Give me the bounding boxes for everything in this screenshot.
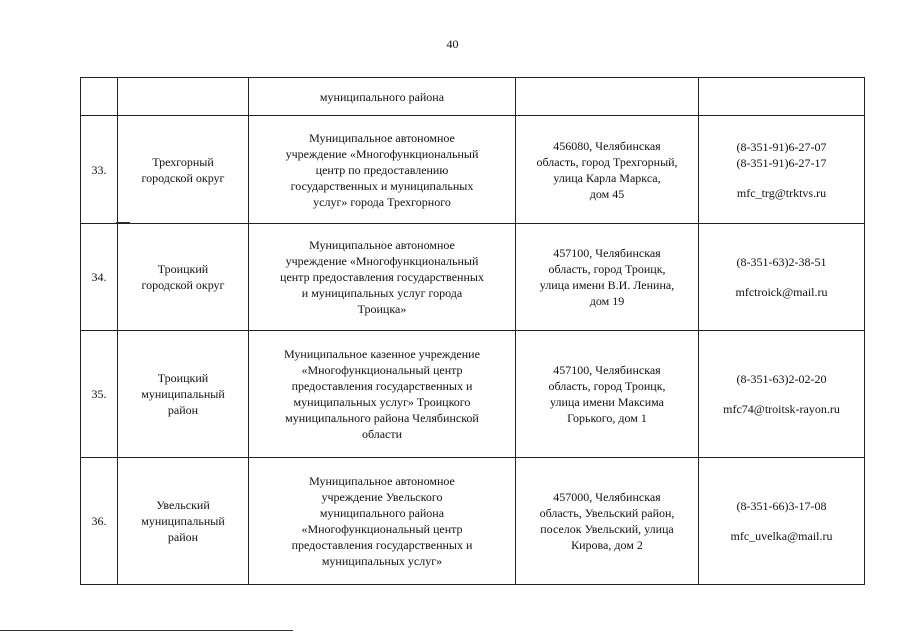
district-line: муниципальный	[141, 387, 225, 401]
district-line: городской округ	[141, 170, 225, 185]
footnote-rule	[0, 630, 293, 631]
institution-line: области	[361, 427, 403, 441]
row-number: 33.	[81, 116, 118, 224]
institution-line: центр предоставления государственных	[280, 270, 484, 284]
table-row	[81, 78, 865, 116]
phone-number: (8-351-91)6-27-07	[736, 139, 827, 154]
district-cell	[118, 224, 249, 331]
email-address: mfc74@troitsk-rayon.ru	[723, 402, 840, 416]
institution-line: муниципальных услуг»	[321, 554, 443, 568]
contacts-cell	[699, 116, 865, 224]
mfc-table	[80, 77, 865, 585]
district-line: район	[167, 530, 199, 544]
address-cell	[516, 78, 699, 116]
institution-line: «Многофункциональный центр	[301, 522, 463, 536]
district-line: район	[167, 403, 199, 417]
address-cell	[516, 331, 699, 458]
address-line: 457100, Челябинская	[553, 363, 661, 377]
table-row	[81, 116, 865, 224]
institution-line: учреждение Увельского	[321, 490, 443, 504]
address-line: 457000, Челябинская	[553, 490, 661, 504]
row-number: 36.	[81, 458, 118, 585]
address-line: улица имени Максима	[550, 395, 664, 409]
institution-line: предоставления государственных и	[291, 379, 473, 393]
institution-line: «Многофункциональный центр	[301, 363, 463, 377]
district-cell	[118, 116, 249, 224]
table-row	[81, 224, 865, 331]
email-address: mfc_uvelka@mail.ru	[730, 529, 833, 543]
address-line: область, город Троицк,	[548, 262, 666, 276]
scan-line-artifact	[116, 222, 130, 223]
address-cell	[516, 458, 699, 585]
district-cell	[118, 78, 249, 116]
institution-cell	[249, 224, 516, 331]
address-line: дом 45	[589, 186, 625, 201]
district-line: Троицкий	[157, 262, 209, 276]
address-line: 457100, Челябинская	[553, 246, 661, 260]
address-line: область, город Троицк,	[548, 379, 666, 393]
address-line: улица имени В.И. Ленина,	[539, 278, 675, 292]
email-address: mfc_trg@trktvs.ru	[736, 185, 827, 200]
contacts-cell	[699, 224, 865, 331]
institution-line: Троицка»	[357, 302, 407, 316]
institution-line: Муниципальное казенное учреждение	[284, 347, 480, 361]
address-cell	[516, 224, 699, 331]
institution-line: Муниципальное автономное	[309, 130, 455, 145]
district-cell	[118, 458, 249, 585]
address-line: область, город Трехгорный,	[536, 154, 678, 169]
district-line: Троицкий	[157, 371, 209, 385]
district-line: Увельский	[156, 498, 210, 512]
table-row	[81, 331, 865, 458]
institution-cell	[249, 458, 516, 585]
address-line: улица Карла Маркса,	[553, 170, 661, 185]
contacts-cell	[699, 78, 865, 116]
address-line: область, Увельский район,	[539, 506, 675, 520]
address-line: 456080, Челябинская	[553, 138, 661, 153]
address-cell	[516, 116, 699, 224]
institution-line: государственных и муниципальных	[290, 178, 474, 193]
row-number: 35.	[81, 331, 118, 458]
row-number: 34.	[81, 224, 118, 331]
institution-cell	[249, 331, 516, 458]
institution-line: Муниципальное автономное	[309, 474, 455, 488]
institution-line: муниципального района	[319, 506, 445, 520]
district-line: городской округ	[141, 278, 225, 292]
district-line: муниципальный	[141, 514, 225, 528]
contacts-cell	[699, 331, 865, 458]
row-number	[81, 78, 118, 116]
address-line: поселок Увельский, улица	[540, 522, 674, 536]
district-line: Трехгорный	[152, 154, 214, 169]
address-line: Горького, дом 1	[567, 411, 647, 425]
institution-line: учреждение «Многофункциональный	[285, 254, 479, 268]
address-line: дом 19	[589, 294, 625, 308]
address-line: Кирова, дом 2	[571, 538, 643, 552]
institution-line: учреждение «Многофункциональный	[285, 146, 479, 161]
phone-number: (8-351-63)2-02-20	[736, 372, 827, 386]
institution-line: муниципального района Челябинской	[285, 411, 479, 425]
page-number: 40	[446, 37, 459, 51]
institution-line: и муниципальных услуг города	[301, 286, 463, 300]
institution-line: муниципальных услуг» Троицкого	[293, 395, 471, 409]
phone-number: (8-351-66)3-17-08	[736, 499, 827, 513]
phone-number: (8-351-63)2-38-51	[736, 255, 827, 269]
institution-line: центр по предоставлению	[315, 162, 449, 177]
institution-line: Муниципальное автономное	[309, 238, 455, 252]
table-row	[81, 458, 865, 585]
district-cell	[118, 331, 249, 458]
institution-line: предоставления государственных и	[291, 538, 473, 552]
institution-line: услуг» города Трехгорного	[313, 194, 451, 209]
institution-line: муниципального района	[319, 89, 445, 104]
phone-number: (8-351-91)6-27-17	[736, 155, 827, 170]
contacts-cell	[699, 458, 865, 585]
email-address: mfctroick@mail.ru	[735, 285, 828, 299]
institution-cell	[249, 78, 516, 116]
institution-cell	[249, 116, 516, 224]
